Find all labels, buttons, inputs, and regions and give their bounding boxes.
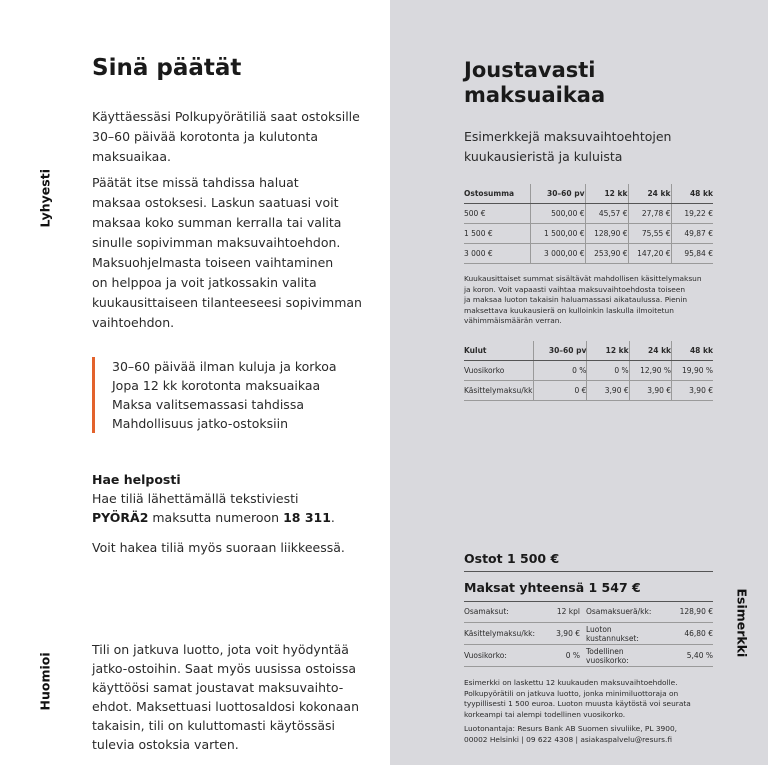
table-row: 1 500 € 1 500,00 € 128,90 € 75,55 € 49,87 €: [464, 224, 713, 244]
table-header: Ostosumma 30–60 pv 12 kk 24 kk 48 kk: [464, 184, 713, 204]
side-label-huomioi: Huomioi: [37, 652, 53, 711]
right-subtitle: Esimerkkejä maksuvaihtoehtojen kuukausieristä ja kuluista: [464, 129, 672, 164]
table-row: Käsittelymaksu/kk: 3,90 € Luoton kustannukset: 46,80 €: [464, 624, 713, 643]
sms-keyword: PYÖRÄ2: [92, 510, 149, 525]
total-payable: Maksat yhteensä 1 547 €: [464, 580, 713, 602]
body-paragraph: Päätät itse missä tahdissa haluat maksaa ostoksesi. Laskun saatuasi voit maksaa koko summan kerralla tai valita sinulle sopivimman maksuvaihtoehdon. Maksuohjelmasta toiseen vaihtaminen on helppoa ja voit jatkossakin valita kuukausittaiseen tilanteeseesi sopivimman vaihtoehdon.: [92, 175, 362, 330]
table-row: 500 € 500,00 € 45,57 € 27,78 € 19,22 €: [464, 204, 713, 224]
side-label-esimerkki: Esimerkki: [734, 588, 750, 658]
apply-text: Hae tiliä lähettämällä tekstiviesti PYÖRÄ2 maksutta numeroon 18 311. Voit hakea tiliä myös suoraan liikkeessä.: [92, 491, 345, 555]
lender-info: Luotonantaja: Resurs Bank AB Suomen sivuliike, PL 3900, 00002 Helsinki | 09 622 4308 | asiakaspalvelu@resurs.fi: [464, 724, 678, 744]
page-title: Sinä päätät: [92, 55, 242, 81]
purchase-amount: Ostot 1 500 €: [464, 551, 713, 572]
list-item: Jopa 12 kk korotonta maksuaikaa: [112, 378, 321, 393]
sms-number: 18 311: [283, 510, 331, 525]
highlight-list: [92, 357, 337, 433]
table-row: 3 000 € 3 000,00 € 253,90 € 147,20 € 95,84 €: [464, 244, 713, 264]
example-summary-table: [464, 601, 713, 667]
apply-heading: Hae helposti: [92, 472, 181, 487]
table-header: Kulut 30–60 pv 12 kk 24 kk 48 kk: [464, 341, 713, 361]
footer-notes: Esimerkki on laskettu 12 kuukauden maksuvaihtoehdolle. Polkupyörätili on jatkuva luotto, jonka minimiluottoraja on tyypillisesti 1 500 euroa. Luoton muusta käytöstä voi seurata korkeampi tai alempi todellinen vuosikorko. Luotonantaja: Resurs Bank AB Suomen sivuliike, PL 3900, 00002 Helsinki | 09 622 4308 | asiakaspalvelu@resurs.fi: [464, 678, 714, 749]
list-item: 30–60 päivää ilman kuluja ja korkoa: [112, 359, 337, 374]
table-row: Osamaksut: 12 kpl Osamaksuerä/kk: 128,90 €: [464, 601, 713, 623]
table-row: Vuosikorko: 0 % Todellinen vuosikorko: 5,40 %: [464, 646, 713, 665]
list-item: Mahdollisuus jatko-ostoksiin: [112, 416, 288, 431]
fees-table: [464, 341, 713, 401]
intro-paragraph: Käyttäessäsi Polkupyörätiliä saat ostoksille 30–60 päivää korotonta ja kulutonta maksuaikaa.: [92, 109, 360, 164]
table-row: Käsittelymaksu/kk 0 € 3,90 € 3,90 € 3,90 €: [464, 381, 713, 401]
payment-table: [464, 184, 713, 264]
side-label-lyhyesti: Lyhyesti: [37, 169, 53, 228]
list-item: Maksa valitsemassasi tahdissa: [112, 397, 304, 412]
note-paragraph: Tili on jatkuva luotto, jota voit hyödyntää jatko-ostoihin. Saat myös uusissa ostoissa käyttöösi samat joustavat maksuvaihto- ehdot. Maksettuasi luottosaldosi kokonaan takaisin, tili on kuluttomasti käytössäsi tulevia ostoksia varten.: [92, 642, 359, 752]
right-title: Joustavasti maksuaikaa: [464, 58, 606, 107]
table-row: Vuosikorko 0 % 0 % 12,90 % 19,90 %: [464, 361, 713, 381]
table-note: Kuukausittaiset summat sisältävät mahdollisen käsittelymaksun ja koron. Voit vapaasti vaihtaa maksuvaihtoehdosta toiseen ja maksaa luoton takaisin haluamassasi aikataulussa. Pienin maksettava kuukausierä on kulloinkin laskulla ilmoitetun vähimmäismäärän verran.: [464, 274, 702, 325]
